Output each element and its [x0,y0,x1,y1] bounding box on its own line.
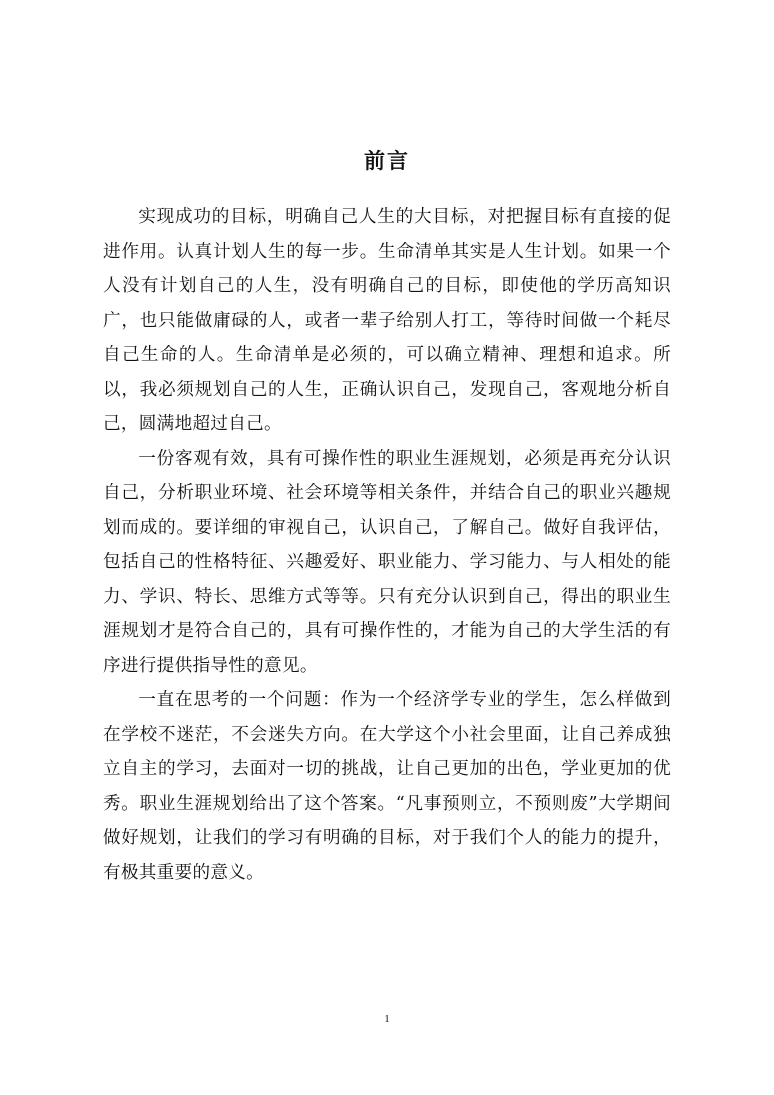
paragraph-3: 一直在思考的一个问题：作为一个经济学专业的学生，怎么样做到在学校不迷茫，不会迷失方向。在大学这个小社会里面，让自己养成独立自主的学习，去面对一切的挑战，让自己更加的出色，学业更加的优秀。职业生涯规划给出了这个答案。“凡事预则立，不预则废”大学期间做好规划，让我们的学习有明确的目标，对于我们个人的能力的提升，有极其重要的意义。 [103,690,671,883]
document-body [103,200,671,890]
page-number: 1 [384,1013,390,1025]
page-title: 前言 [364,148,410,173]
paragraph-1: 实现成功的目标，明确自己人生的大目标，对把握目标有直接的促进作用。认真计划人生的每一步。生命清单其实是人生计划。如果一个人没有计划自己的人生，没有明确自己的目标，即使他的学历高知识广，也只能做庸碌的人，或者一辈子给别人打工，等待时间做一个耗尽自己生命的人。生命清单是必须的，可以确立精神、理想和追求。所以，我必须规划自己的人生，正确认识自己，发现自己，客观地分析自己，圆满地超过自己。 [103,207,671,434]
paragraph-2: 一份客观有效，具有可操作性的职业生涯规划，必须是再充分认识自己，分析职业环境、社会环境等相关条件，并结合自己的职业兴趣规划而成的。要详细的审视自己，认识自己，了解自己。做好自我评估，包括自己的性格特征、兴趣爱好、职业能力、学习能力、与人相处的能力、学识、特长、思维方式等等。只有充分认识到自己，得出的职业生涯规划才是符合自己的，具有可操作性的，才能为自己的大学生活的有序进行提供指导性的意见。 [103,448,671,676]
